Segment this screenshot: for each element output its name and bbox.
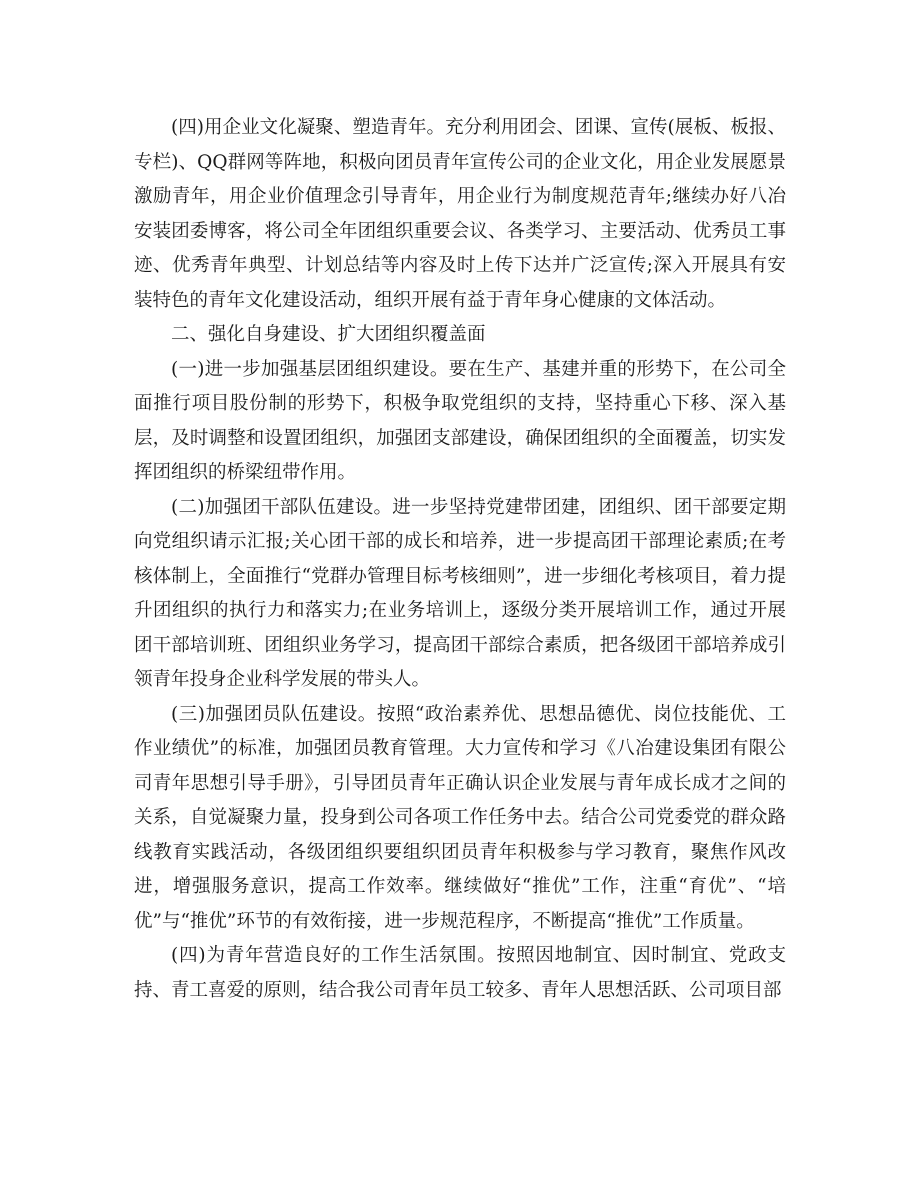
paragraph-cadre-team: (二)加强团干部队伍建设。进一步坚持党建带团建，团组织、团干部要定期向党组织请示汇报;关心团干部的成长和培养，进一步提高团干部理论素质;在考核体制上，全面推行“党群办管理目标考核细则”，进一步细化考核项目，着力提升团组织的执行力和落实力;在业务培训上，逐级分类开展培训工作，通过开展团干部培训班、团组织业务学习，提高团干部综合素质，把各级团干部培养成引领青年投身企业科学发展的带头人。: [134, 496, 786, 690]
paragraph-member-team: (三)加强团员队伍建设。按照“政治素养优、思想品德优、岗位技能优、工作业绩优”的标准，加强团员教育管理。大力宣传和学习《八冶建设集团有限公司青年思想引导手册》，引导团员青年正确认识企业发展与青年成长成才之间的关系，自觉凝聚力量，投身到公司各项工作任务中去。结合公司党委党的群众路线教育实践活动，各级团组织要组织团员青年积极参与学习教育，聚焦作风改进，增强服务意识，提高工作效率。继续做好“推优”工作，注重“育优”、“培优”与“推优”环节的有效衔接，进一步规范程序，不断提高“推优”工作质量。: [134, 703, 786, 932]
paragraph-culture: (四)用企业文化凝聚、塑造青年。充分利用团会、团课、宣传(展板、板报、专栏)、QQ群网等阵地，积极向团员青年宣传公司的企业文化，用企业发展愿景激励青年，用企业价值理念引导青年，用企业行为制度规范青年;继续办好八冶安装团委博客，将公司全年团组织重要会议、各类学习、主要活动、优秀员工事迹、优秀青年典型、计划总结等内容及时上传下达并广泛宣传;深入开展具有安装特色的青年文化建设活动，组织开展有益于青年身心健康的文体活动。: [134, 117, 786, 311]
document-body: [134, 111, 786, 1008]
paragraph-grassroots-organization: (一)进一步加强基层团组织建设。要在生产、基建并重的形势下，在公司全面推行项目股份制的形势下，积极争取党组织的支持，坚持重心下移、深入基层，及时调整和设置团组织，加强团支部建设，确保团组织的全面覆盖，切实发挥团组织的桥梁纽带作用。: [134, 358, 786, 483]
paragraph-work-atmosphere: (四)为青年营造良好的工作生活氛围。按照因地制宜、因时制宜、党政支持、青工喜爱的原则，结合我公司青年员工较多、青年人思想活跃、公司项目部: [134, 945, 786, 1001]
section-heading-self-building: 二、强化自身建设、扩大团组织覆盖面: [171, 324, 486, 345]
